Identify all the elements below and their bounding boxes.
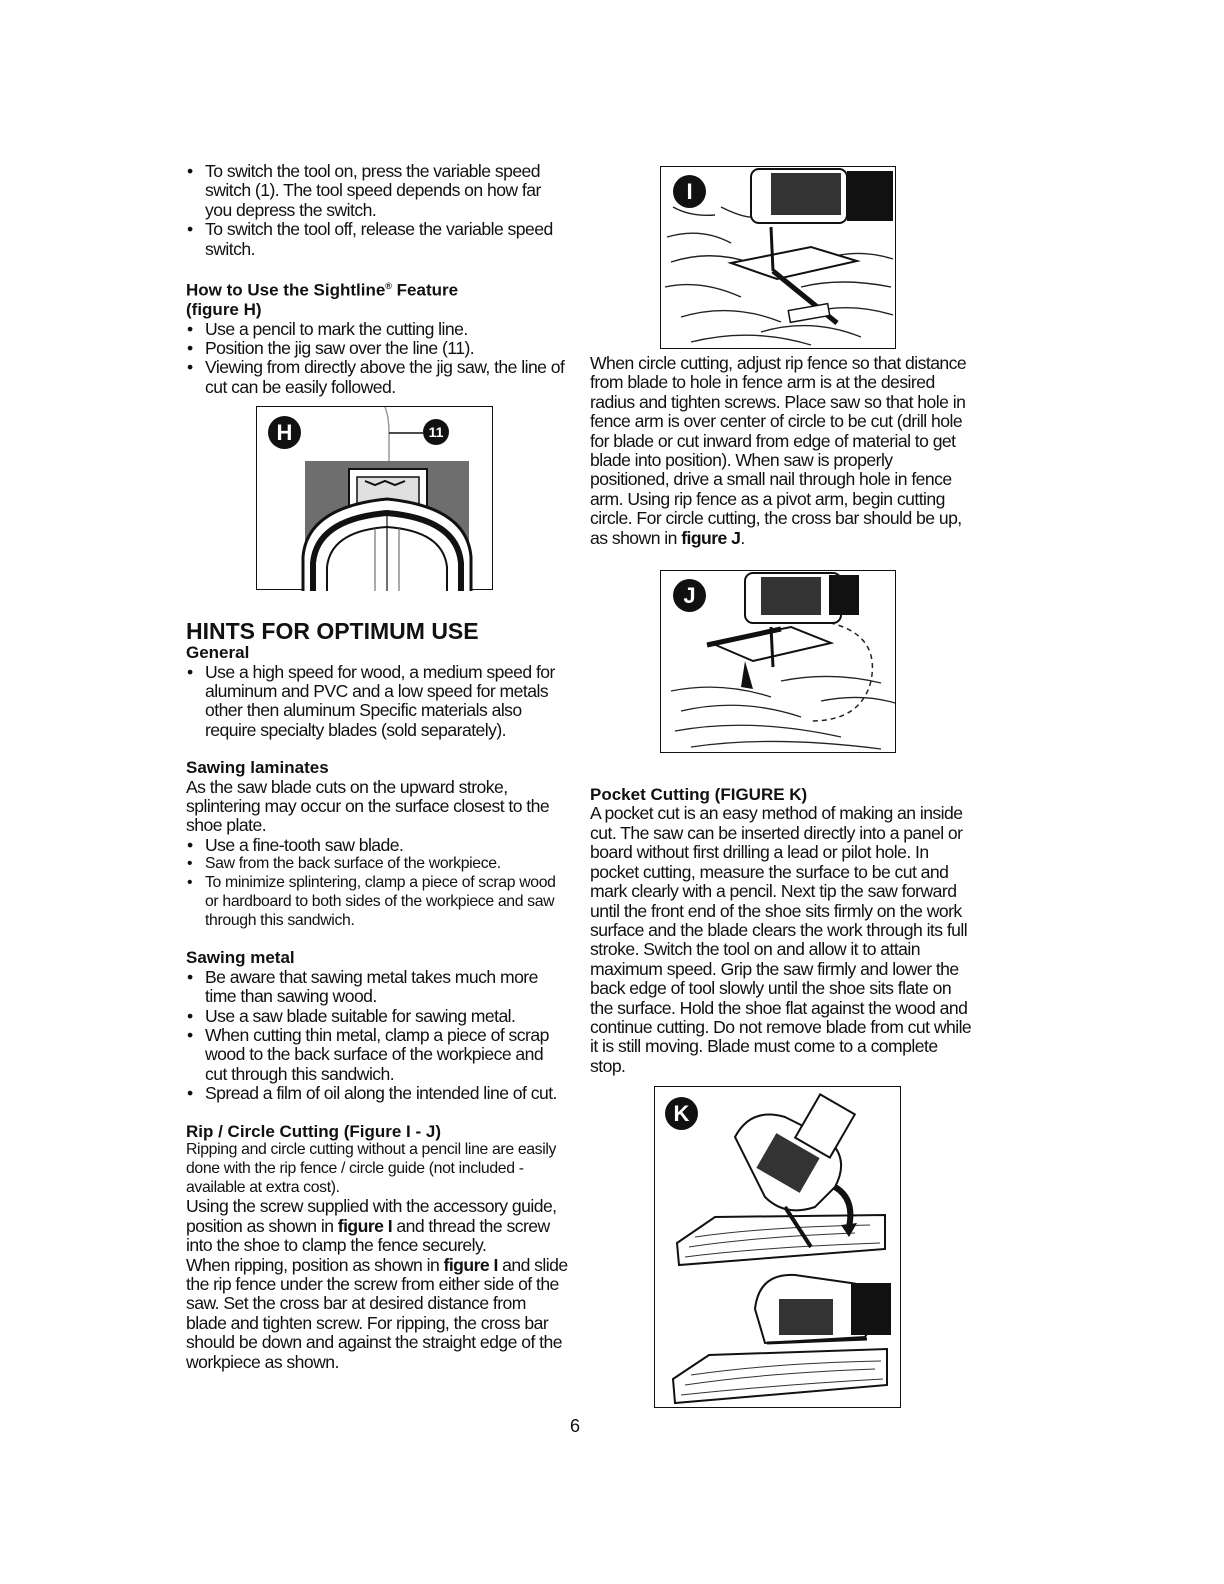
- sightline-bullets: [186, 320, 568, 398]
- figure-h-label: H: [268, 416, 301, 449]
- list-item: • Use a saw blade suitable for sawing metal.: [186, 1007, 568, 1026]
- list-item: • To switch the tool off, release the variable speed switch.: [186, 220, 568, 259]
- figure-k-label: K: [665, 1097, 698, 1130]
- general-bullets: [186, 663, 568, 741]
- list-item: • To minimize splintering, clamp a piece of scrap wood or hardboard to both sides of the workpiece and saw through this sandwich.: [186, 874, 568, 930]
- rip-intro: Ripping and circle cutting without a pencil line are easily done with the rip fence / circle guide (not included - available at extra cost).: [186, 1141, 557, 1196]
- figure-j: [660, 570, 896, 753]
- left-column: [186, 162, 568, 1372]
- metal-heading: Sawing metal: [186, 948, 295, 968]
- general-heading: General: [186, 643, 250, 663]
- page-number: 6: [569, 1416, 580, 1436]
- list-item: • Spread a film of oil along the intended line of cut.: [186, 1084, 568, 1103]
- laminates-bullets: [186, 836, 568, 931]
- list-item: • Use a high speed for wood, a medium speed for aluminum and PVC and a low speed for metals other then aluminum Specific materials also require specialty blades (sold separately).: [186, 663, 568, 741]
- callout-11: 11: [423, 419, 449, 445]
- laminates-heading: Sawing laminates: [186, 758, 329, 778]
- list-item: • Viewing from directly above the jig saw, the line of cut can be easily followed.: [186, 358, 568, 397]
- figure-i: [660, 166, 896, 349]
- figure-j-label: J: [673, 579, 706, 612]
- list-item: • To switch the tool on, press the variable speed switch (1). The tool speed depends on how far you depress the switch.: [186, 162, 568, 220]
- rip-paragraph-2: Using the screw supplied with the accessory guide, position as shown in figure I and thread the screw into the shoe to clamp the fence securely.: [186, 1196, 557, 1256]
- hints-title: HINTS FOR OPTIMUM USE: [186, 618, 479, 645]
- pocket-cut-illustration: [655, 1087, 902, 1409]
- figure-i-label: I: [673, 175, 706, 208]
- rip-heading: Rip / Circle Cutting (Figure I - J): [186, 1121, 441, 1141]
- list-item: • When cutting thin metal, clamp a piece of scrap wood to the back surface of the workpiece and cut through this sandwich.: [186, 1026, 568, 1084]
- list-item: • Saw from the back surface of the workpiece.: [186, 855, 568, 874]
- rip-paragraph-3: When ripping, position as shown in figure I and slide the rip fence under the screw from either side of the saw. Set the cross bar at desired distance from blade and tighten screw. For ripping, the cross bar should be down and against the straight edge of the workpiece as shown.: [186, 1254, 568, 1372]
- pocket-heading: Pocket Cutting (FIGURE K): [590, 785, 808, 805]
- list-item: • Position the jig saw over the line (11).: [186, 339, 568, 358]
- switch-bullets: [186, 162, 568, 259]
- pocket-text: A pocket cut is an easy method of making an inside cut. The saw can be inserted directly into a panel or board without first drilling a lead or pilot hole. In pocket cutting, measure the surface to be cut and mark clearly with a pencil. Next tip the saw forward until the front end of the shoe sits firmly on the work surface and the blade clears the work through its full stroke. Switch the tool on and allow it to attain maximum speed. Grip the saw firmly and lower the back edge of tool slowly until the shoe sits flate on the surface. Hold the shoe flat against the wood and continue cutting. Do not remove blade from cut while it is still moving. Blade must come to a complete stop.: [590, 803, 972, 1076]
- figure-h: [256, 406, 493, 590]
- circle-cutting-text: When circle cutting, adjust rip fence so that distance from blade to hole in fence arm is at the desired radius and tighten screws. Place saw so that hole in fence arm is over center of circle to be cut (drill hole for blade or cut inward from edge of material to get blade into position). When saw is properly positioned, drive a small nail through hole in fence arm. Using rip fence as a pivot arm, begin cutting circle. For circle cutting, the cross bar should be up, as shown in figure J.: [590, 353, 967, 548]
- list-item: • Be aware that sawing metal takes much more time than sawing wood.: [186, 968, 568, 1007]
- list-item: • Use a fine-tooth saw blade.: [186, 836, 568, 855]
- list-item: • Use a pencil to mark the cutting line.: [186, 320, 568, 339]
- laminates-text: As the saw blade cuts on the upward stroke, splintering may occur on the surface closest to the shoe plate.: [186, 776, 550, 836]
- figure-k: [654, 1086, 901, 1408]
- sightline-heading: How to Use the Sightline® Feature (figure H): [186, 280, 459, 320]
- metal-bullets: [186, 968, 568, 1104]
